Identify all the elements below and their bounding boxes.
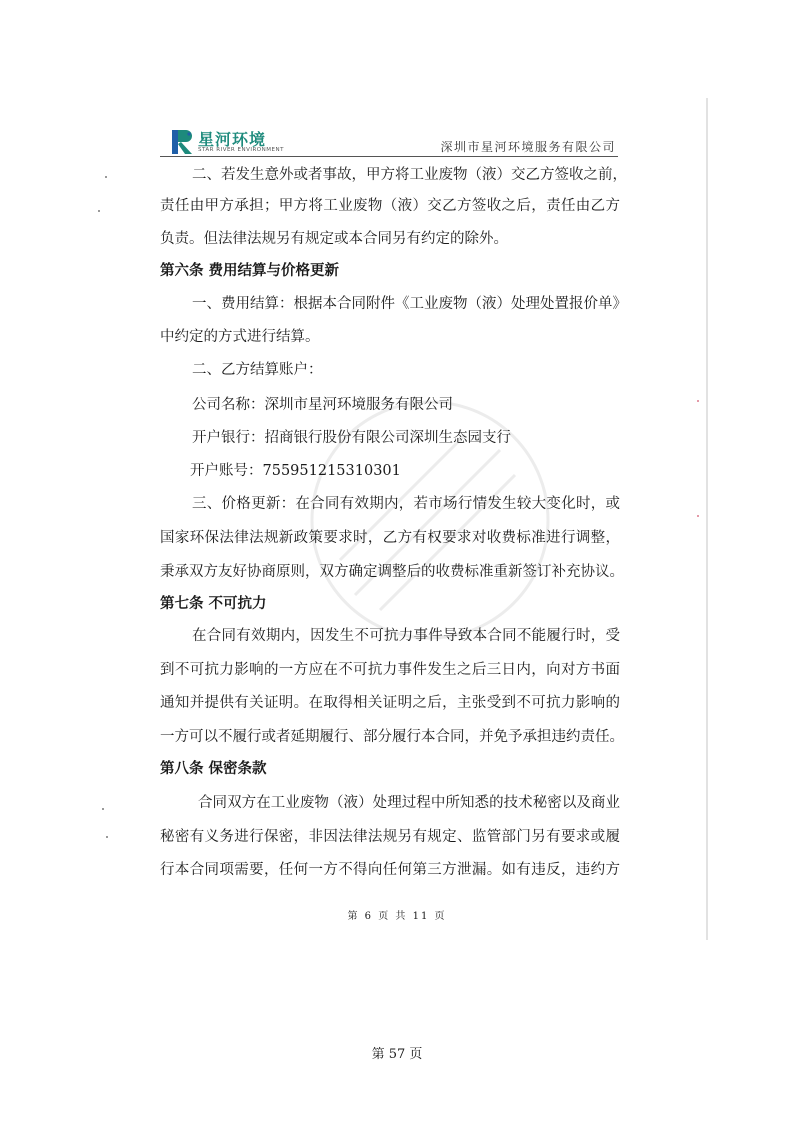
section-heading-8: 第八条 保密条款	[160, 761, 267, 777]
header-divider	[160, 156, 618, 157]
page-header	[160, 128, 618, 156]
section-heading-6: 第六条 费用结算与价格更新	[160, 263, 340, 279]
scan-speck	[102, 808, 104, 810]
paragraph-line: 负责。但法律法规另有规定或本合同另有约定的除外。	[160, 231, 508, 247]
paragraph-line: 到不可抗力影响的一方应在不可抗力事件发生之后三日内，向对方书面	[160, 662, 620, 678]
paragraph-line: 行本合同项需要，任何一方不得向任何第三方泄漏。如有违反，违约方	[160, 862, 620, 878]
account-bank: 开户银行：招商银行股份有限公司深圳生态园支行	[192, 430, 511, 446]
account-company-name: 公司名称：深圳市星河环境服务有限公司	[192, 397, 453, 413]
paragraph-line: 二、乙方结算账户：	[192, 362, 323, 378]
scan-speck	[697, 515, 699, 517]
paragraph-line: 在合同有效期内，因发生不可抗力事件导致本合同不能履行时，受	[192, 628, 620, 644]
inner-page-number: 第 6 页 共 11 页	[347, 911, 447, 922]
paragraph-line: 责任由甲方承担；甲方将工业废物（液）交乙方签收之后，责任由乙方	[160, 198, 620, 214]
company-logo	[172, 128, 302, 156]
account-number: 开户账号：755951215310301	[190, 463, 401, 479]
paragraph-line: 一方可以不履行或者延期履行、部分履行本合同，并免予承担违约责任。	[160, 729, 624, 745]
paragraph-line: 合同双方在工业废物（液）处理过程中所知悉的技术秘密以及商业	[198, 795, 620, 811]
paragraph-line: 秘密有义务进行保密，非因法律法规另有规定、监管部门另有要求或履	[160, 829, 620, 845]
logo-mark-icon	[172, 130, 194, 154]
scan-speck	[106, 836, 108, 838]
scan-speck	[105, 176, 107, 178]
logo-text: 星河环境	[198, 130, 267, 149]
logo-subtext: STAR RIVER ENVIRONMENT	[198, 147, 284, 153]
paragraph-line: 一、费用结算：根据本合同附件《工业废物（液）处理处置报价单》	[192, 296, 627, 312]
outer-page-number: 第 57 页	[371, 1047, 423, 1062]
paragraph-line: 三、价格更新：在合同有效期内，若市场行情发生较大变化时，或	[192, 496, 620, 512]
paragraph-line: 国家环保法律法规新政策要求时，乙方有权要求对收费标准进行调整，	[160, 530, 620, 546]
scan-speck	[98, 210, 100, 212]
paragraph-line: 二、若发生意外或者事故，甲方将工业废物（液）交乙方签收之前，	[192, 167, 627, 183]
page-edge-rule	[706, 98, 708, 940]
scan-speck	[697, 400, 699, 402]
paragraph-line: 中约定的方式进行结算。	[160, 329, 320, 345]
paragraph-line: 通知并提供有关证明。在取得相关证明之后，主张受到不可抗力影响的	[160, 695, 620, 711]
paragraph-line: 秉承双方友好协商原则，双方确定调整后的收费标准重新签订补充协议。	[160, 564, 624, 580]
header-company-name: 深圳市星河环境服务有限公司	[440, 140, 616, 154]
section-heading-7: 第七条 不可抗力	[160, 596, 267, 612]
